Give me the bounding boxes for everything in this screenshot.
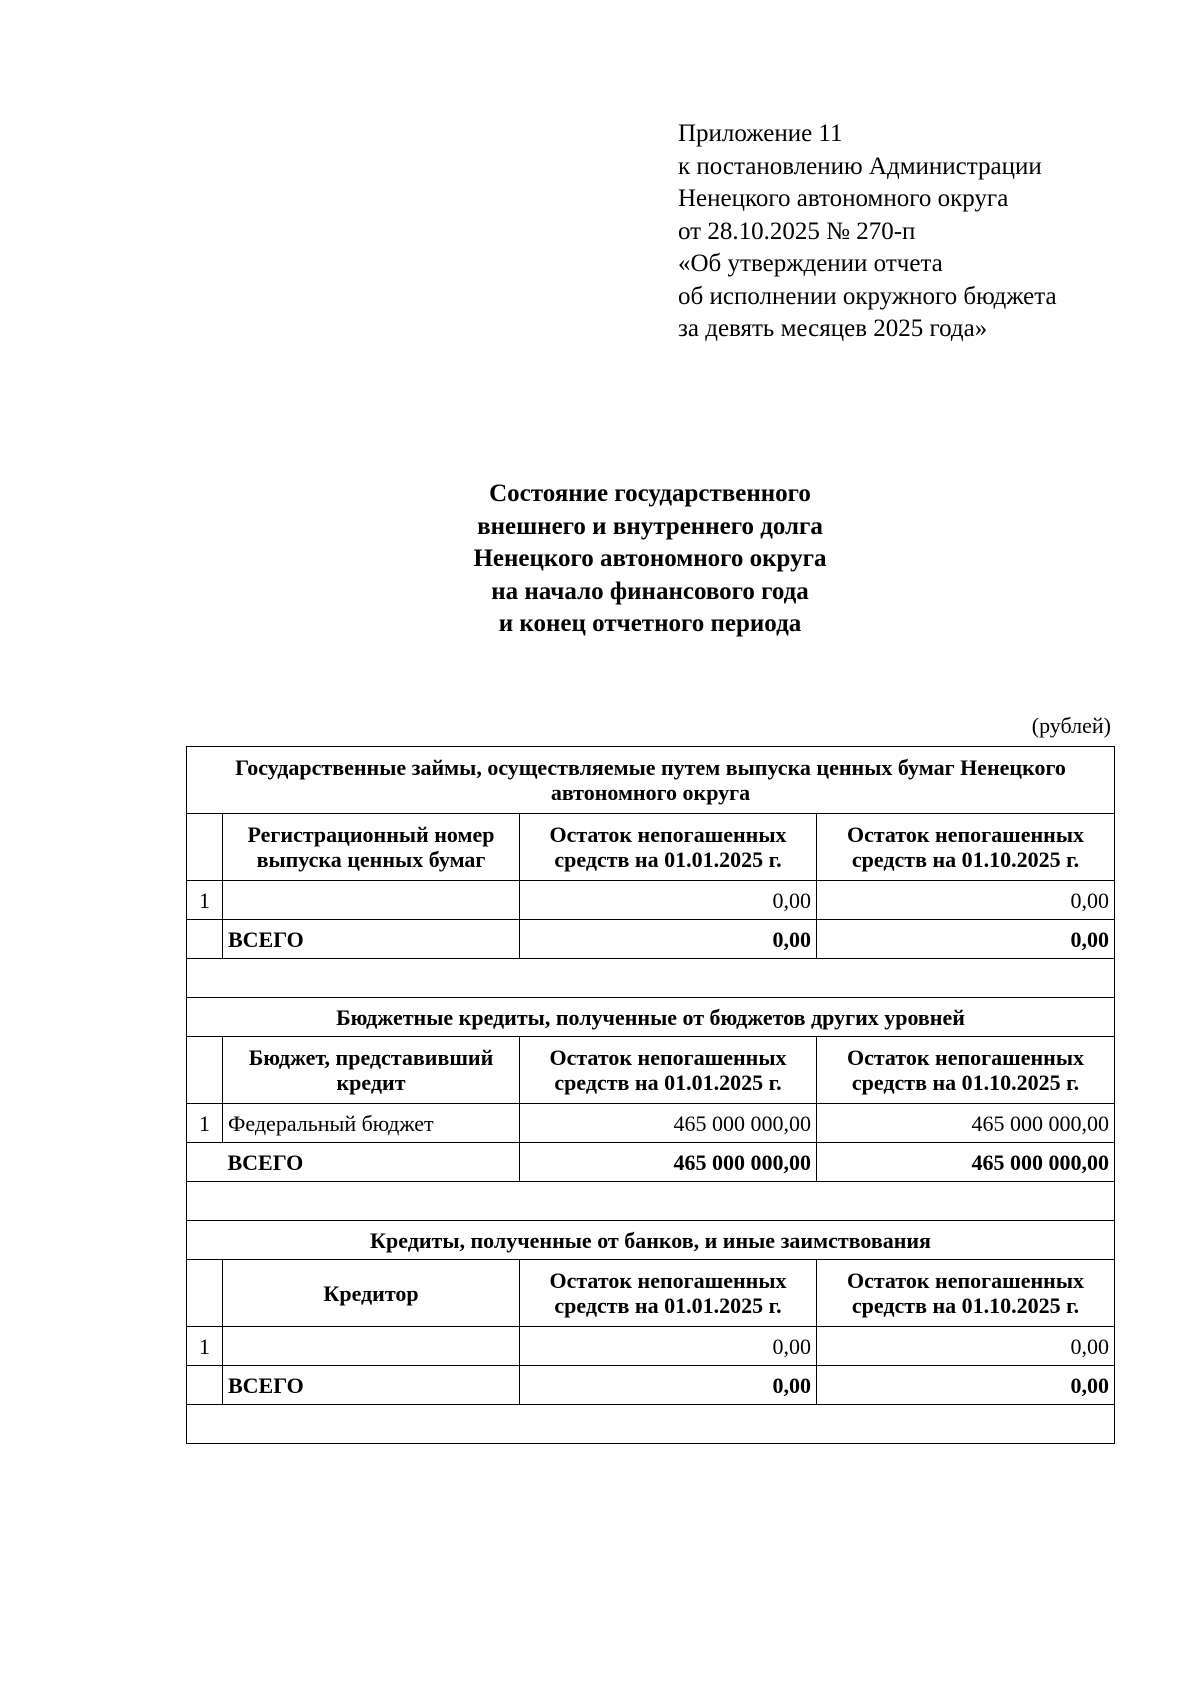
title-line: Ненецкого автономного округа: [473, 545, 827, 572]
appendix-line: за девять месяцев 2025 года»: [678, 315, 988, 342]
spacer-cell: [187, 1405, 1115, 1444]
title-line: внешнего и внутреннего долга: [477, 512, 823, 540]
column-header-end-balance: Остаток непогашенных средств на 01.10.2025 г.: [817, 814, 1115, 881]
title-line: и конец отчетного периода: [498, 610, 802, 637]
appendix-line: от 28.10.2025 № 270-п: [678, 217, 916, 245]
spacer-row: [187, 1182, 1115, 1221]
total-row: [187, 1366, 1115, 1405]
row-end-balance: 465 000 000,00: [817, 1104, 1115, 1143]
total-start-balance: 465 000 000,00: [520, 1143, 817, 1182]
total-end-balance: 465 000 000,00: [817, 1143, 1115, 1182]
appendix-line: к постановлению Администрации: [678, 152, 1042, 180]
column-header-name: Регистрационный номер выпуска ценных бумаг: [223, 814, 520, 881]
total-row: [187, 920, 1115, 959]
row-number: 1: [187, 1327, 223, 1366]
total-number-cell: [187, 1143, 223, 1182]
section-heading: Государственные займы, осуществляемые путем выпуска ценных бумаг Ненецкого автономного округа: [187, 747, 1115, 814]
total-number-cell: [187, 920, 223, 959]
total-label: ВСЕГО: [223, 920, 520, 959]
total-row: [187, 1143, 1115, 1182]
title-line: Состояние государственного: [489, 480, 811, 507]
column-header-row: [187, 1037, 1115, 1104]
total-number-cell: [187, 1366, 223, 1405]
section-heading-budget-credits: [187, 998, 1115, 1037]
column-header-start-balance: Остаток непогашенных средств на 01.01.2025 г.: [520, 814, 817, 881]
row-name: [223, 881, 520, 920]
row-number: 1: [187, 881, 223, 920]
units-label: (рублей): [1031, 713, 1111, 738]
row-start-balance: 0,00: [520, 881, 817, 920]
table-row: [187, 1104, 1115, 1143]
section-heading-securities: [187, 747, 1115, 814]
column-header-end-balance: Остаток непогашенных средств на 01.10.2025 г.: [817, 1037, 1115, 1104]
row-start-balance: 465 000 000,00: [520, 1104, 817, 1143]
appendix-line: Ненецкого автономного округа: [678, 185, 1009, 212]
spacer-row: [187, 1405, 1115, 1444]
row-start-balance: 0,00: [520, 1327, 817, 1366]
appendix-line: Приложение 11: [678, 120, 843, 147]
row-name: [223, 1327, 520, 1366]
column-header-start-balance: Остаток непогашенных средств на 01.01.2025 г.: [520, 1037, 817, 1104]
row-end-balance: 0,00: [817, 881, 1115, 920]
column-header-number: [187, 1037, 223, 1104]
section-heading-bank-credits: [187, 1221, 1115, 1260]
appendix-line: об исполнении окружного бюджета: [678, 282, 1057, 310]
section-heading: Бюджетные кредиты, полученные от бюджетов других уровней: [187, 998, 1115, 1037]
total-label: ВСЕГО: [223, 1366, 520, 1405]
debt-table: [186, 746, 1115, 1444]
section-heading: Кредиты, полученные от банков, и иные заимствования: [187, 1221, 1115, 1260]
column-header-row: [187, 814, 1115, 881]
column-header-name: Бюджет, представивший кредит: [223, 1037, 520, 1104]
spacer-cell: [187, 1182, 1115, 1221]
column-header-number: [187, 814, 223, 881]
total-end-balance: 0,00: [817, 920, 1115, 959]
document-title: [300, 478, 1000, 641]
title-line: на начало финансового года: [491, 577, 809, 605]
total-start-balance: 0,00: [520, 1366, 817, 1405]
appendix-line: «Об утверждении отчета: [678, 250, 943, 277]
spacer-cell: [187, 959, 1115, 998]
spacer-row: [187, 959, 1115, 998]
row-number: 1: [187, 1104, 223, 1143]
row-end-balance: 0,00: [817, 1327, 1115, 1366]
column-header-end-balance: Остаток непогашенных средств на 01.10.2025 г.: [817, 1260, 1115, 1327]
column-header-number: [187, 1260, 223, 1327]
total-start-balance: 0,00: [520, 920, 817, 959]
column-header-start-balance: Остаток непогашенных средств на 01.01.2025 г.: [520, 1260, 817, 1327]
table-row: [187, 1327, 1115, 1366]
column-header-name: Кредитор: [223, 1260, 520, 1327]
total-end-balance: 0,00: [817, 1366, 1115, 1405]
column-header-row: [187, 1260, 1115, 1327]
total-label: ВСЕГО: [223, 1143, 520, 1182]
table-row: [187, 881, 1115, 920]
row-name: Федеральный бюджет: [223, 1104, 520, 1143]
appendix-block: [678, 118, 1057, 346]
